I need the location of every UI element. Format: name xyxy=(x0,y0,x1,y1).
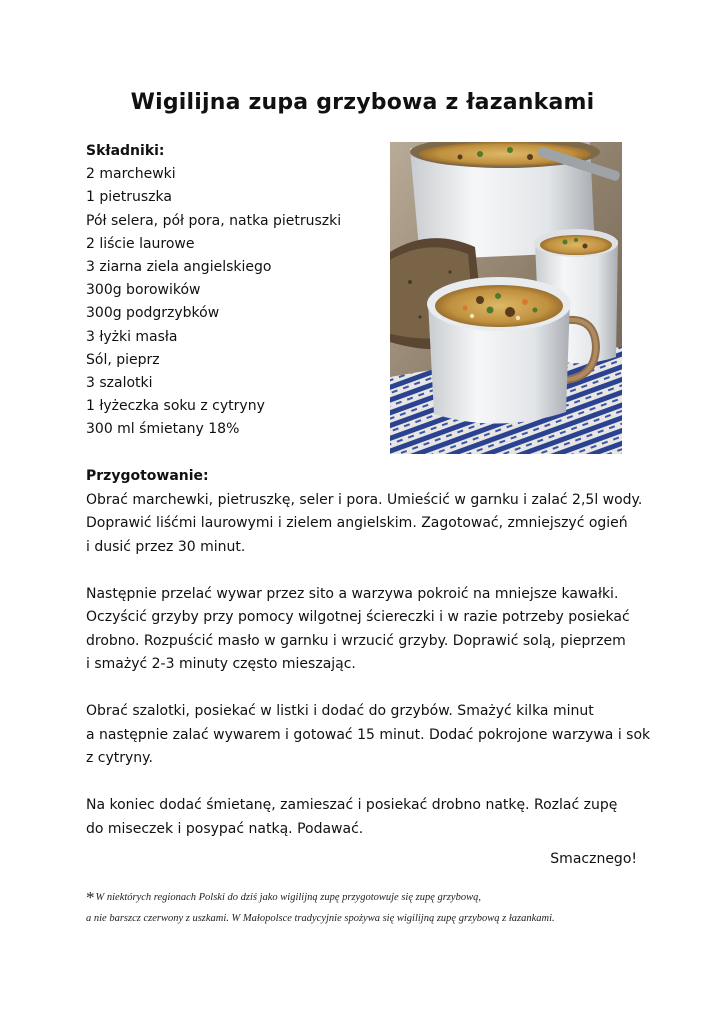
footnote-line: a nie barszcz czerwony z uszkami. W Małopolsce tradycyjnie spożywa się wigilijną zupę grzybową z łazankami. xyxy=(86,913,555,924)
ingredient-item: 2 marchewki xyxy=(86,166,176,183)
text-line: a następnie zalać wywarem i gotować 15 minut. Dodać pokrojone warzywa i sok xyxy=(86,726,651,743)
text-line: Oczyścić grzyby przy pomocy wilgotnej ściereczki i w razie potrzeby posiekać xyxy=(86,609,630,625)
ingredients-heading: Składniki: xyxy=(86,143,165,159)
ingredients-list xyxy=(86,163,386,441)
preparation-paragraph xyxy=(86,583,646,677)
preparation-paragraph xyxy=(86,489,646,560)
footnote-marker: * xyxy=(86,888,95,907)
ingredient-item: 2 liście laurowe xyxy=(86,235,195,252)
footnote-text: W niektórych regionach Polski do dziś jako wigilijną zupę przygotowuje się zupę grzybową, xyxy=(95,892,481,903)
ingredients-section xyxy=(86,140,386,442)
ingredient-item: 300 ml śmietany 18% xyxy=(86,421,240,438)
preparation-paragraph xyxy=(86,700,651,771)
preparation-heading: Przygotowanie: xyxy=(86,468,209,484)
ingredient-item: 1 pietruszka xyxy=(86,189,172,206)
ingredient-item: 3 ziarna ziela angielskiego xyxy=(86,259,272,276)
ingredient-item: Pół selera, pół pora, natka pietruszki xyxy=(86,212,342,229)
text-line: do miseczek i posypać natką. Podawać. xyxy=(86,820,364,837)
ingredient-item: 3 szalotki xyxy=(86,375,153,392)
footnote xyxy=(86,887,666,929)
text-line: i dusić przez 30 minut. xyxy=(86,538,246,555)
text-line: Obrać marchewki, pietruszkę, seler i pora. Umieścić w garnku i zalać 2,5l wody. xyxy=(86,491,643,508)
text-line: i smażyć 2-3 minuty często mieszając. xyxy=(86,656,356,672)
ingredient-item: 300g podgrzybków xyxy=(86,305,220,322)
closing-greeting: Smacznego! xyxy=(550,851,637,867)
text-line: z cytryny. xyxy=(86,750,153,766)
text-line: Doprawić liśćmi laurowymi i zielem angielskim. Zagotować, zmniejszyć ogień xyxy=(86,515,628,531)
ingredient-item: 300g borowików xyxy=(86,282,201,299)
soup-mugs-photo xyxy=(390,142,622,454)
ingredient-item: Sól, pieprz xyxy=(86,351,160,368)
ingredient-item: 1 łyżeczka soku z cytryny xyxy=(86,398,265,415)
preparation-section xyxy=(86,465,651,865)
ingredient-item: 3 łyżki masła xyxy=(86,328,178,345)
recipe-title: Wigilijna zupa grzybowa z łazankami xyxy=(130,90,595,115)
soup-photo-illustration xyxy=(390,142,622,454)
preparation-paragraph xyxy=(86,794,646,841)
text-line: drobno. Rozpuścić masło w garnku i wrzucić grzyby. Doprawić solą, pieprzem xyxy=(86,632,626,649)
text-line: Następnie przelać wywar przez sito a warzywa pokroić na mniejsze kawałki. xyxy=(86,585,619,602)
footnote-line xyxy=(86,887,666,908)
text-line: Na koniec dodać śmietanę, zamieszać i posiekać drobno natkę. Rozlać zupę xyxy=(86,797,618,813)
text-line: Obrać szalotki, posiekać w listki i dodać do grzybów. Smażyć kilka minut xyxy=(86,703,594,719)
